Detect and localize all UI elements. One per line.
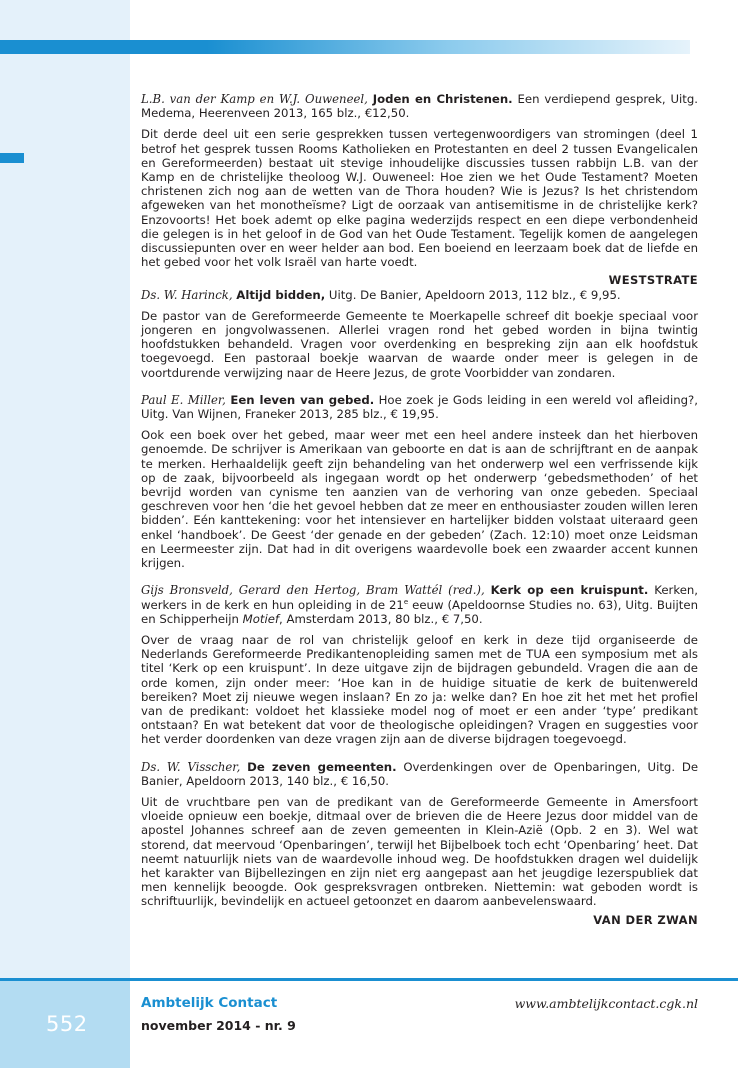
review-details: Kerken, werkers in de kerk en hun opleiding in de 21 xyxy=(141,583,699,612)
review-details: eeuw (Apeldoornse Studies no. 63), Uitg. Buijten en Schipperheijn xyxy=(141,597,698,626)
reviewer-signature: VAN DER ZWAN xyxy=(593,912,698,927)
review-author: Gijs Bronsveld, Gerard den Hertog, Bram Wattél (red.), xyxy=(141,583,485,598)
series-name: Motief xyxy=(242,611,280,626)
review-citation xyxy=(141,393,698,421)
review-title: Altijd bidden, xyxy=(236,287,326,302)
review-body: Over de vraag naar de rol van christelijk geloof en kerk in deze tijd organiseerde de Nederlands Gereformeerde Predikantenopleiding samen met de TUA een symposium met als titel ‘Kerk op een kruispunt’. In deze uitgave zijn de bijdragen gebundeld. Vragen die aan de orde komen, zijn onder meer: ‘Hoe kan in de huidige situatie de kerk de buitenwereld bereiken? Moet zij nieuwe wegen inslaan? En zo ja: welke dan? En hoe zit het met het profiel van de predikant: voldoet het klassieke model nog of moet er een ander ‘type’ predikant ontstaan? En wat betekent dat voor de theologische opleidingen? Vragen en suggesties voor het verder doordenken van deze vragen zijn aan de diverse bijdragen toegevoegd. xyxy=(141,632,698,747)
journal-name: Ambtelijk Contact xyxy=(141,995,278,1011)
review-details: Uitg. De Banier, Apeldoorn 2013, 112 blz., € 9,95. xyxy=(328,287,621,302)
review-citation xyxy=(141,288,698,302)
review-body: Ook een boek over het gebed, maar weer met een heel andere insteek dan het hierboven genoemde. De schrijver is Amerikaan van geboorte en dat is aan de schrijftrant en de aanpak te merken. Herhaaldelijk geeft zijn behandeling van het onderwerp wel een verfrissende kijk op de zaak, bijvoorbeeld als ingegaan wordt op het onderwerp ‘gebedsmethoden’ of het bevrijd worden van cynisme ten aanzien van de verhoring van onze gebeden. Speciaal geschreven voor hen ‘die het gevoel hebben dat ze meer en enthousiaster zouden willen leren bidden’. Eén kanttekening: voor het intensiever en hartelijker bidden volstaat uiteraard geen enkel ‘handboek’. De Geest ‘der genade en der gebeden’ (Zach. 12:10) moet onze Leidsman en Leermeester zijn. Dat had in dit overigens waardevolle boek een zwaarder accent kunnen krijgen. xyxy=(141,428,698,571)
issue-info: november 2014 - nr. 9 xyxy=(141,1018,296,1033)
review-details: , Amsterdam 2013, 80 blz., € 7,50. xyxy=(279,611,483,626)
review-title: De zeven gemeenten. xyxy=(247,759,397,774)
header-gradient-bar xyxy=(0,40,690,54)
review-author: Ds. W. Harinck, xyxy=(141,287,233,302)
review-author: L.B. van der Kamp en W.J. Ouweneel, xyxy=(141,92,368,106)
side-tab-marker xyxy=(0,153,24,163)
review-title: Een leven van gebed. xyxy=(230,392,375,407)
review-details: Overdenkingen over de Openbaringen, Uitg. De Banier, Apeldoorn 2013, 140 blz., € 16,50. xyxy=(141,759,699,788)
review-column xyxy=(141,92,698,927)
review-title: Joden en Christenen. xyxy=(372,92,513,106)
review-details: Hoe zoek je Gods leiding in een wereld vol afleiding?, Uitg. Van Wijnen, Franeker 2013, 285 blz., € 19,95. xyxy=(141,392,698,422)
review-body: Dit derde deel uit een serie gesprekken tussen vertegenwoordigers van stromingen (deel 1 betrof het gesprek tussen Rooms Katholieken en Protestanten en deel 2 tussen Evangelicalen en Gereformeerden) bestaat uit stevige inhoudelijke discussies tussen rabbijn L.B. van der Kamp en de christelijke theoloog W.J. Ouweneel: Hoe zien we het Oude Testament? Moeten christenen zich nog aan de wetten van de Thora houden? Wie is Jezus? Is het christendom afgeweken van het monotheïsme? Ligt de oorzaak van antisemitisme in de christelijke kerk? Enzovoorts! Het boek ademt op elke pagina wederzijds respect en een diepe verbondenheid die gelegen is in het geloof in de God van het Oude Testament. Tegelijk komen de aangelegen discussiepunten over en weer helder aan bod. Een boeiend en leerzaam boek dat de liefde en het gebed voor het volk Israël van harte voedt. xyxy=(141,127,698,270)
review-body: De pastor van de Gereformeerde Gemeente te Moerkapelle schreef dit boekje speciaal voor jongeren en jongvolwassenen. Allerlei vragen rond het gebed worden in bijna twintig hoofdstukken behandeld. Vragen voor overdenking en bespreking zijn aan elk hoofdstuk toegevoegd. Een pastoraal boekje waarvan de waarde onder meer is gelegen in de voortdurende verwijzing naar de Heere Jezus, de grote Voorbidder van zondaren. xyxy=(141,308,698,380)
review-author: Paul E. Miller, xyxy=(141,392,226,407)
review-citation xyxy=(141,583,698,626)
review-citation xyxy=(141,92,698,120)
review-citation xyxy=(141,760,698,788)
website-url: www.ambtelijkcontact.cgk.nl xyxy=(514,996,698,1011)
review-body: Uit de vruchtbare pen van de predikant van de Gereformeerde Gemeente in Amersfoort vloeide opnieuw een boekje, ditmaal over de brieven die de Heere Jezus door middel van de apostel Johannes schreef aan de zeven gemeenten in Klein-Azië (Opb. 2 en 3). Wel wat storend, dat meervoud ‘Openbaringen’, terwijl het Bijbelboek toch echt ‘Openbaring’ heet. Dat neemt natuurlijk niets van de waardevolle inhoud weg. De hoofdstukken dragen wel duidelijk het karakter van Bijbellezingen en zijn niet erg aangepast aan het jeugdige lezerspubliek dat men kennelijk beoogde. Ook gespreksvragen ontbreken. Niettemin: wat geboden wordt is schriftuurlijk, bevindelijk en actueel getoonzet en daarom aanbevelenswaard. xyxy=(141,794,698,909)
page-number: 552 xyxy=(46,1012,88,1036)
review-title: Kerk op een kruispunt. xyxy=(490,583,649,598)
review-author: Ds. W. Visscher, xyxy=(141,759,241,774)
reviewer-signature: WESTSTRATE xyxy=(608,273,698,288)
superscript: e xyxy=(403,597,409,606)
review-details: Een verdiepend gesprek, Uitg. Medema, Heerenveen 2013, 165 blz., €12,50. xyxy=(141,92,698,121)
